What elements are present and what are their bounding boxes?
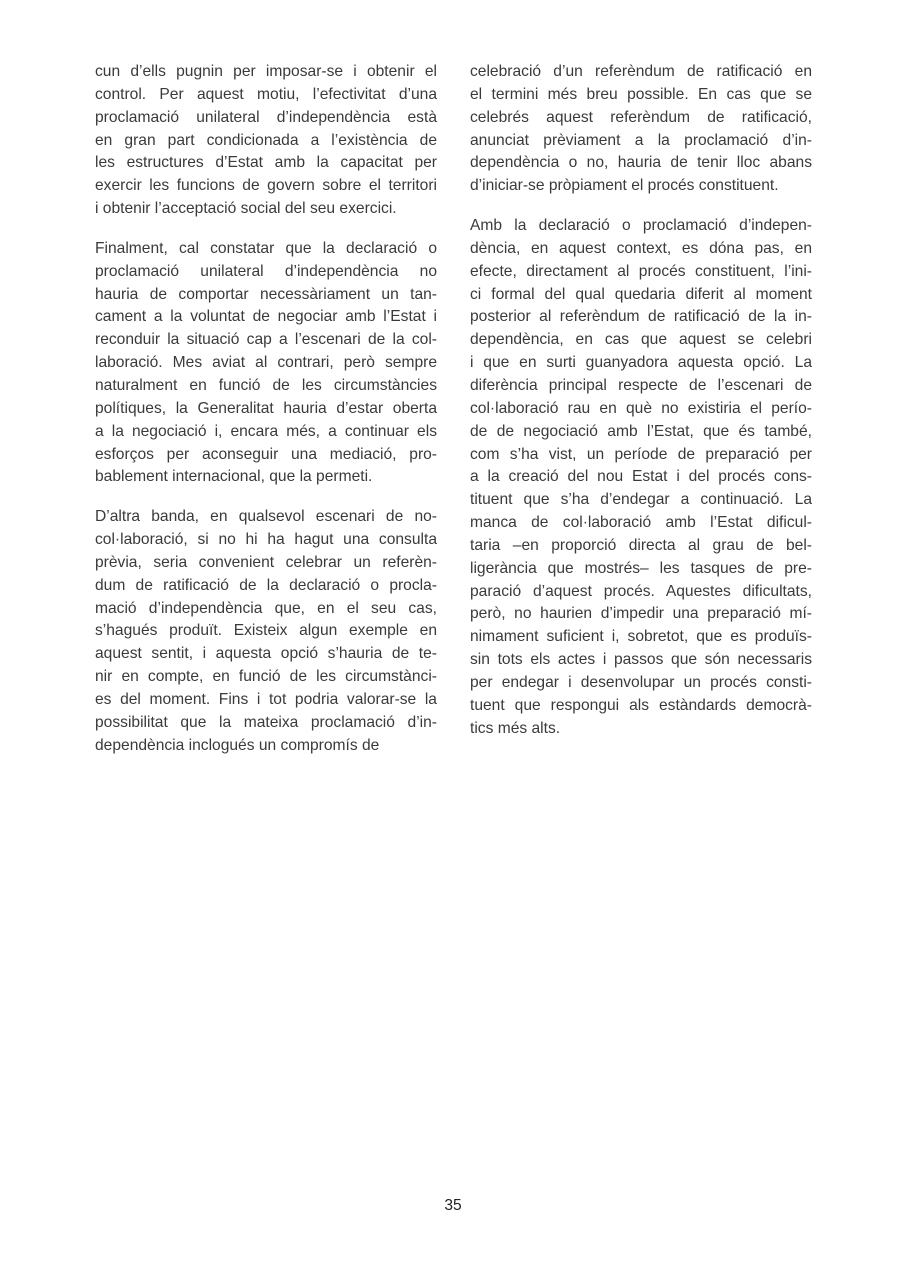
- text-line: proclamació unilateral d’independència està: [95, 108, 437, 126]
- text-line: hauria de comportar necessàriament un tan-: [95, 285, 437, 303]
- text-line: taria –en proporció directa al grau de bel-: [470, 536, 812, 554]
- text-line: les estructures d’Estat amb la capacitat per: [95, 154, 437, 172]
- text-line: ci formal del qual quedaria diferit al moment: [470, 285, 812, 303]
- text-line: dependència inclogués un compromís de: [95, 736, 380, 754]
- paragraph: [95, 506, 437, 757]
- text-line: tituent que s’ha d’endegar a continuació. La: [470, 491, 812, 509]
- text-line: sin tots els actes i passos que són necessaris: [470, 651, 812, 669]
- text-line: dependència o no, hauria de tenir lloc abans: [470, 154, 812, 172]
- paragraph: [95, 61, 437, 221]
- text-line: dum de ratificació de la declaració o procla-: [95, 576, 437, 594]
- text-line: dència, en aquest context, es dóna pas, en: [470, 239, 812, 257]
- text-line: laboració. Mes aviat al contrari, però sempre: [95, 354, 437, 372]
- text-line: paració d’aquest procés. Aquestes dificultats,: [470, 582, 812, 600]
- text-line: el termini més breu possible. En cas que se: [470, 85, 812, 103]
- text-line: celebració d’un referèndum de ratificació en: [470, 63, 812, 80]
- text-line: posterior al referèndum de ratificació de la in-: [470, 308, 812, 326]
- text-line: cament a la voluntat de negociar amb l’Estat i: [95, 308, 437, 326]
- text-line: Amb la declaració o proclamació d’indepen-: [470, 217, 812, 235]
- text-line: naturalment en funció de les circumstàncies: [95, 376, 437, 394]
- text-line: però, no haurien d’impedir una preparació mí-: [470, 605, 812, 623]
- text-line: i que en surti guanyadora aquesta opció. La: [470, 354, 812, 372]
- paragraph: [470, 61, 812, 198]
- text-line: esforços per aconseguir una mediació, pro-: [95, 445, 437, 463]
- text-line: tuent que respongui als estàndards democrà-: [470, 696, 812, 714]
- text-line: com s’ha vist, un període de preparació per: [470, 445, 812, 463]
- text-line: ligerància que mostrés– les tasques de pre-: [470, 559, 812, 577]
- paragraph: [95, 238, 437, 489]
- text-line: col·laboració rau en què no existiria el perío-: [470, 399, 812, 417]
- text-line: possibilitat que la mateixa proclamació d’in-: [95, 713, 437, 731]
- text-line: bablement internacional, que la permeti.: [95, 468, 373, 486]
- text-line: prèvia, seria convenient celebrar un referèn-: [95, 553, 437, 571]
- text-line: cun d’ells pugnin per imposar-se i obtenir el: [95, 63, 437, 80]
- text-line: reconduir la situació cap a l’escenari de la col-: [95, 331, 437, 349]
- text-line: de de negociació amb l’Estat, que és també,: [470, 422, 812, 440]
- text-line: control. Per aquest motiu, l’efectivitat d’una: [95, 85, 437, 103]
- text-line: col·laboració, si no hi ha hagut una consulta: [95, 531, 437, 549]
- text-line: D’altra banda, en qualsevol escenari de no-: [95, 508, 437, 526]
- text-line: diferència principal respecte de l’escenari de: [470, 376, 812, 394]
- text-line: dependència, en cas que aquest se celebri: [470, 331, 812, 349]
- text-line: es del moment. Fins i tot podria valorar-se la: [95, 690, 437, 708]
- text-line: i obtenir l’acceptació social del seu exercici.: [95, 200, 397, 218]
- text-line: s’hagués produït. Existeix algun exemple en: [95, 622, 437, 640]
- text-line: celebrés aquest referèndum de ratificació,: [470, 108, 812, 126]
- text-line: anunciat prèviament a la proclamació d’in-: [470, 131, 812, 149]
- text-line: nir en compte, en funció de les circumstànci-: [95, 668, 437, 686]
- text-line: exercir les funcions de govern sobre el territori: [95, 177, 437, 195]
- page-number: 35: [444, 1197, 462, 1214]
- text-line: Finalment, cal constatar que la declaració o: [95, 239, 437, 257]
- text-line: mació d’independència que, en el seu cas,: [95, 599, 437, 617]
- text-line: aquest sentit, i aquesta opció s’hauria de te-: [95, 645, 437, 663]
- text-line: en gran part condicionada a l’existència de: [95, 131, 437, 149]
- text-line: d’iniciar-se pròpiament el procés constituent.: [470, 177, 779, 195]
- text-line: per endegar i desenvolupar un procés consti-: [470, 673, 812, 691]
- text-line: efecte, directament al procés constituent, l’ini-: [470, 262, 812, 280]
- text-line: proclamació unilateral d’independència no: [95, 262, 437, 280]
- text-line: a la negociació i, encara més, a continuar els: [95, 422, 437, 440]
- text-line: nimament suficient i, sobretot, que es produïs-: [470, 628, 812, 646]
- text-line: manca de col·laboració amb l’Estat dificul-: [470, 514, 812, 532]
- text-line: tics més alts.: [470, 719, 561, 737]
- text-line: a la creació del nou Estat i del procés cons-: [470, 468, 812, 486]
- text-column-right: [470, 61, 812, 757]
- text-column-left: [95, 61, 437, 774]
- paragraph: [470, 215, 812, 740]
- text-line: polítiques, la Generalitat hauria d’estar oberta: [95, 399, 437, 417]
